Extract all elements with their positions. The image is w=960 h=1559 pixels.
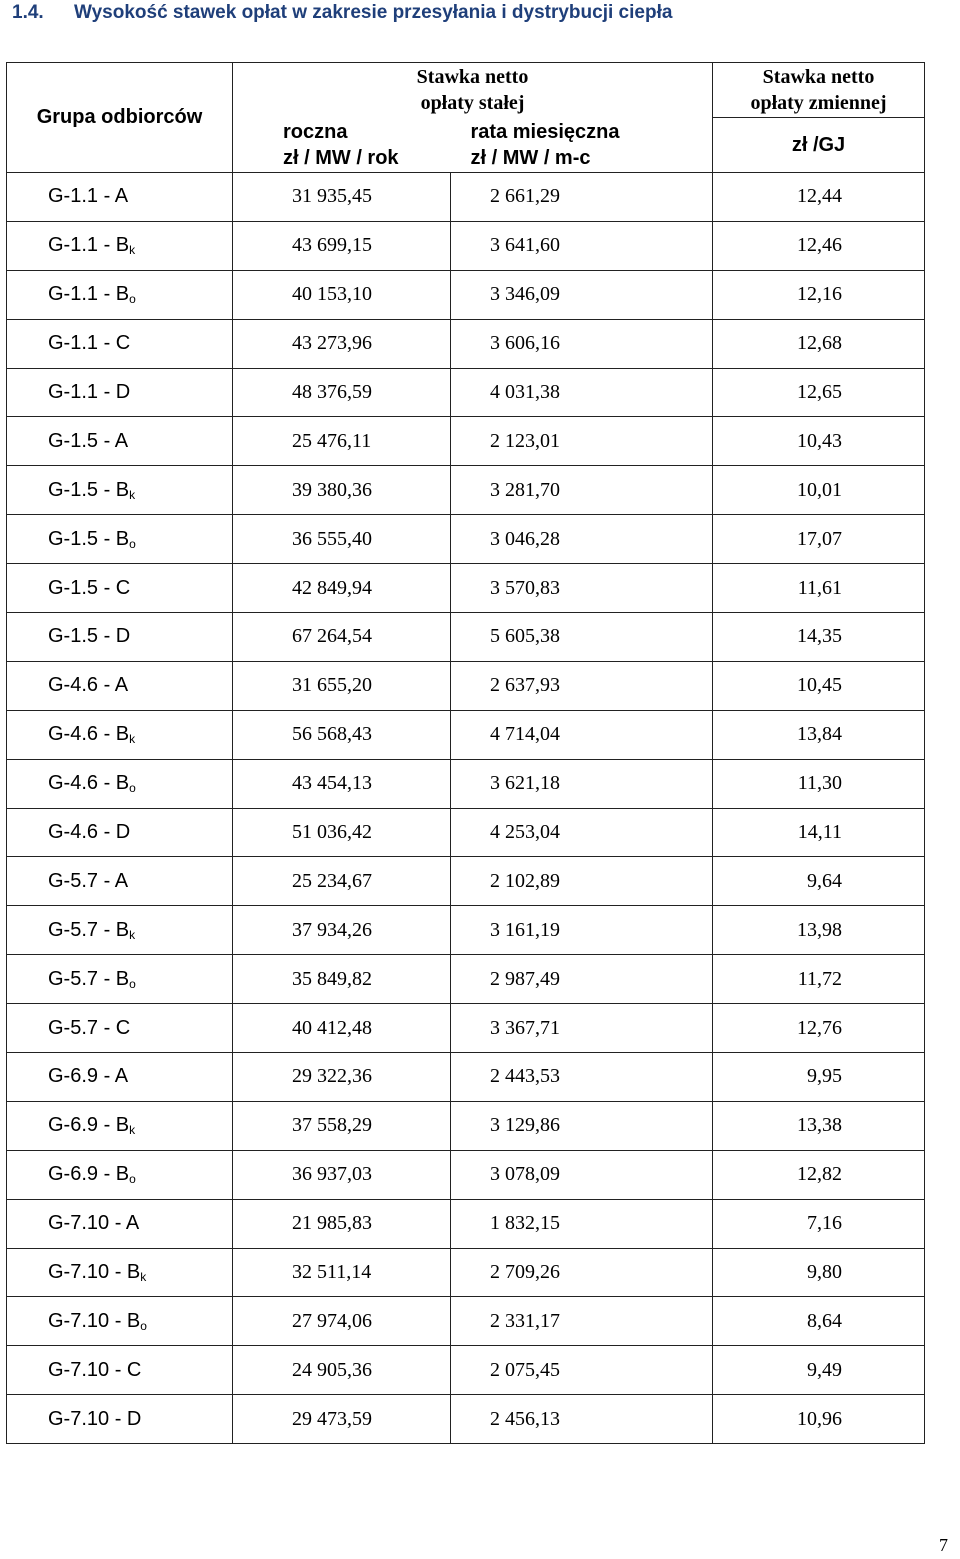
group-code: G-7.10 - B <box>48 1261 141 1284</box>
cell-variable: 12,65 <box>713 368 925 417</box>
cell-variable: 10,43 <box>713 417 925 466</box>
cell-annual: 27 974,06 <box>233 1297 451 1346</box>
cell-annual: 36 555,40 <box>233 515 451 564</box>
cell-annual: 43 699,15 <box>233 221 451 270</box>
table-row <box>7 417 925 466</box>
table-row <box>7 515 925 564</box>
group-code: G-7.10 - B <box>48 1309 141 1332</box>
cell-variable: 12,76 <box>713 1004 925 1053</box>
cell-monthly: 4 714,04 <box>451 710 713 759</box>
cell-group <box>7 857 233 906</box>
group-code: G-7.10 - A <box>48 1212 140 1235</box>
cell-variable: 9,80 <box>713 1248 925 1297</box>
table-row <box>7 466 925 515</box>
table-row <box>7 759 925 808</box>
table-row <box>7 955 925 1004</box>
table-row <box>7 857 925 906</box>
table-body <box>7 173 925 1444</box>
group-subscript: k <box>129 927 136 942</box>
cell-group <box>7 515 233 564</box>
cell-annual: 48 376,59 <box>233 368 451 417</box>
group-subscript: o <box>129 536 136 551</box>
cell-monthly: 3 621,18 <box>451 759 713 808</box>
group-subscript: k <box>129 487 136 502</box>
cell-annual: 67 264,54 <box>233 613 451 662</box>
cell-group <box>7 808 233 857</box>
cell-variable: 13,84 <box>713 710 925 759</box>
group-code: G-1.1 - B <box>48 234 130 257</box>
group-code: G-1.1 - A <box>48 185 129 208</box>
table-row <box>7 906 925 955</box>
cell-monthly: 5 605,38 <box>451 613 713 662</box>
group-code: G-1.1 - D <box>48 381 131 403</box>
header-annual: roczna zł / MW / rok <box>233 118 451 173</box>
cell-monthly: 3 606,16 <box>451 319 713 368</box>
page-number: 7 <box>939 1535 948 1555</box>
cell-group <box>7 270 233 319</box>
cell-group <box>7 1346 233 1395</box>
cell-group <box>7 221 233 270</box>
cell-group <box>7 759 233 808</box>
cell-variable: 17,07 <box>713 515 925 564</box>
cell-variable: 10,96 <box>713 1395 925 1444</box>
table-row <box>7 221 925 270</box>
table-row <box>7 1395 925 1444</box>
group-code: G-7.10 - D <box>48 1407 142 1430</box>
group-subscript: o <box>129 781 136 796</box>
group-code: G-6.9 - A <box>48 1065 129 1088</box>
cell-group <box>7 613 233 662</box>
cell-variable: 11,61 <box>713 564 925 613</box>
cell-monthly: 3 367,71 <box>451 1004 713 1053</box>
table-row <box>7 613 925 662</box>
table-row <box>7 808 925 857</box>
cell-annual: 40 153,10 <box>233 270 451 319</box>
cell-group <box>7 1395 233 1444</box>
cell-variable: 7,16 <box>713 1199 925 1248</box>
group-code: G-1.5 - B <box>48 478 130 501</box>
cell-monthly: 3 129,86 <box>451 1101 713 1150</box>
cell-group <box>7 1199 233 1248</box>
cell-annual: 43 454,13 <box>233 759 451 808</box>
group-code: G-5.7 - C <box>48 1016 131 1039</box>
table-row <box>7 1101 925 1150</box>
group-code: G-4.6 - D <box>48 821 131 844</box>
cell-monthly: 2 443,53 <box>451 1053 713 1102</box>
cell-variable: 12,44 <box>713 173 925 222</box>
cell-group <box>7 368 233 417</box>
cell-group <box>7 1297 233 1346</box>
cell-variable: 11,30 <box>713 759 925 808</box>
cell-annual: 37 934,26 <box>233 906 451 955</box>
cell-annual: 40 412,48 <box>233 1004 451 1053</box>
group-subscript: o <box>129 292 136 307</box>
table-row <box>7 1004 925 1053</box>
group-code: G-6.9 - B <box>48 1114 130 1137</box>
group-code: G-5.7 - B <box>48 918 130 941</box>
cell-group <box>7 1101 233 1150</box>
cell-monthly: 2 331,17 <box>451 1297 713 1346</box>
cell-annual: 43 273,96 <box>233 319 451 368</box>
cell-annual: 25 234,67 <box>233 857 451 906</box>
cell-variable: 13,38 <box>713 1101 925 1150</box>
cell-group <box>7 661 233 710</box>
cell-variable: 9,95 <box>713 1053 925 1102</box>
cell-monthly: 3 570,83 <box>451 564 713 613</box>
cell-annual: 29 322,36 <box>233 1053 451 1102</box>
cell-annual: 36 937,03 <box>233 1150 451 1199</box>
cell-variable: 14,11 <box>713 808 925 857</box>
cell-annual: 32 511,14 <box>233 1248 451 1297</box>
group-code: G-1.5 - A <box>48 429 129 452</box>
cell-group <box>7 1053 233 1102</box>
group-subscript: o <box>129 1172 136 1187</box>
cell-annual: 56 568,43 <box>233 710 451 759</box>
table-row <box>7 710 925 759</box>
cell-monthly: 2 987,49 <box>451 955 713 1004</box>
cell-monthly: 2 075,45 <box>451 1346 713 1395</box>
cell-monthly: 2 102,89 <box>451 857 713 906</box>
header-monthly: rata miesięczna zł / MW / m-c <box>451 118 713 173</box>
group-code: G-4.6 - B <box>48 772 130 795</box>
cell-variable: 12,46 <box>713 221 925 270</box>
cell-monthly: 2 661,29 <box>451 173 713 222</box>
cell-monthly: 2 709,26 <box>451 1248 713 1297</box>
header-fixed-rate: Stawka netto opłaty stałej <box>233 63 713 118</box>
cell-monthly: 2 123,01 <box>451 417 713 466</box>
cell-variable: 10,01 <box>713 466 925 515</box>
table-row <box>7 1248 925 1297</box>
section-title: Wysokość stawek opłat w zakresie przesyłania i dystrybucji ciepła <box>74 2 673 23</box>
group-code: G-1.5 - B <box>48 527 130 550</box>
table-row <box>7 173 925 222</box>
cell-group <box>7 955 233 1004</box>
cell-variable: 12,68 <box>713 319 925 368</box>
cell-group <box>7 564 233 613</box>
group-code: G-6.9 - B <box>48 1163 130 1186</box>
cell-monthly: 3 346,09 <box>451 270 713 319</box>
table-row <box>7 270 925 319</box>
group-code: G-4.6 - A <box>48 674 129 697</box>
cell-group <box>7 710 233 759</box>
cell-annual: 39 380,36 <box>233 466 451 515</box>
group-code: G-5.7 - A <box>48 869 129 892</box>
cell-monthly: 1 832,15 <box>451 1199 713 1248</box>
group-subscript: k <box>129 243 136 258</box>
cell-annual: 31 935,45 <box>233 173 451 222</box>
cell-group <box>7 1004 233 1053</box>
cell-variable: 14,35 <box>713 613 925 662</box>
cell-annual: 25 476,11 <box>233 417 451 466</box>
group-code: G-5.7 - B <box>48 967 130 990</box>
header-variable-unit: zł /GJ <box>713 118 925 173</box>
cell-annual: 29 473,59 <box>233 1395 451 1444</box>
cell-group <box>7 319 233 368</box>
group-code: G-1.5 - C <box>48 576 131 599</box>
table-row <box>7 368 925 417</box>
table-row <box>7 319 925 368</box>
cell-group <box>7 466 233 515</box>
cell-variable: 9,64 <box>713 857 925 906</box>
cell-monthly: 3 046,28 <box>451 515 713 564</box>
cell-group <box>7 173 233 222</box>
group-code: G-1.1 - B <box>48 283 130 306</box>
cell-monthly: 3 641,60 <box>451 221 713 270</box>
cell-variable: 11,72 <box>713 955 925 1004</box>
cell-annual: 24 905,36 <box>233 1346 451 1395</box>
cell-monthly: 4 031,38 <box>451 368 713 417</box>
cell-monthly: 3 161,19 <box>451 906 713 955</box>
cell-variable: 8,64 <box>713 1297 925 1346</box>
cell-annual: 51 036,42 <box>233 808 451 857</box>
table-row <box>7 661 925 710</box>
cell-monthly: 3 281,70 <box>451 466 713 515</box>
cell-group <box>7 1150 233 1199</box>
cell-monthly: 3 078,09 <box>451 1150 713 1199</box>
cell-monthly: 2 456,13 <box>451 1395 713 1444</box>
table-row <box>7 1053 925 1102</box>
cell-variable: 12,82 <box>713 1150 925 1199</box>
header-group: Grupa odbiorców <box>7 63 233 173</box>
cell-group <box>7 417 233 466</box>
cell-variable: 12,16 <box>713 270 925 319</box>
cell-variable: 9,49 <box>713 1346 925 1395</box>
cell-monthly: 2 637,93 <box>451 661 713 710</box>
group-code: G-7.10 - C <box>48 1358 142 1381</box>
table-row <box>7 1199 925 1248</box>
group-code: G-1.1 - C <box>48 332 131 355</box>
cell-variable: 10,45 <box>713 661 925 710</box>
group-code: G-1.5 - D <box>48 625 131 648</box>
group-subscript: k <box>129 732 136 747</box>
group-subscript: k <box>129 1123 136 1138</box>
table-row <box>7 564 925 613</box>
tariff-table <box>6 62 925 1444</box>
cell-annual: 35 849,82 <box>233 955 451 1004</box>
cell-group <box>7 906 233 955</box>
header-variable-rate: Stawka netto opłaty zmiennej <box>713 63 925 118</box>
cell-annual: 21 985,83 <box>233 1199 451 1248</box>
cell-monthly: 4 253,04 <box>451 808 713 857</box>
section-number: 1.4. <box>12 2 44 23</box>
cell-annual: 42 849,94 <box>233 564 451 613</box>
section-heading <box>12 2 672 24</box>
group-subscript: k <box>140 1270 147 1285</box>
group-subscript: o <box>140 1318 147 1333</box>
cell-annual: 37 558,29 <box>233 1101 451 1150</box>
table-row <box>7 1346 925 1395</box>
table-row <box>7 1150 925 1199</box>
cell-variable: 13,98 <box>713 906 925 955</box>
cell-annual: 31 655,20 <box>233 661 451 710</box>
cell-group <box>7 1248 233 1297</box>
group-code: G-4.6 - B <box>48 723 130 746</box>
table-row <box>7 1297 925 1346</box>
group-subscript: o <box>129 976 136 991</box>
